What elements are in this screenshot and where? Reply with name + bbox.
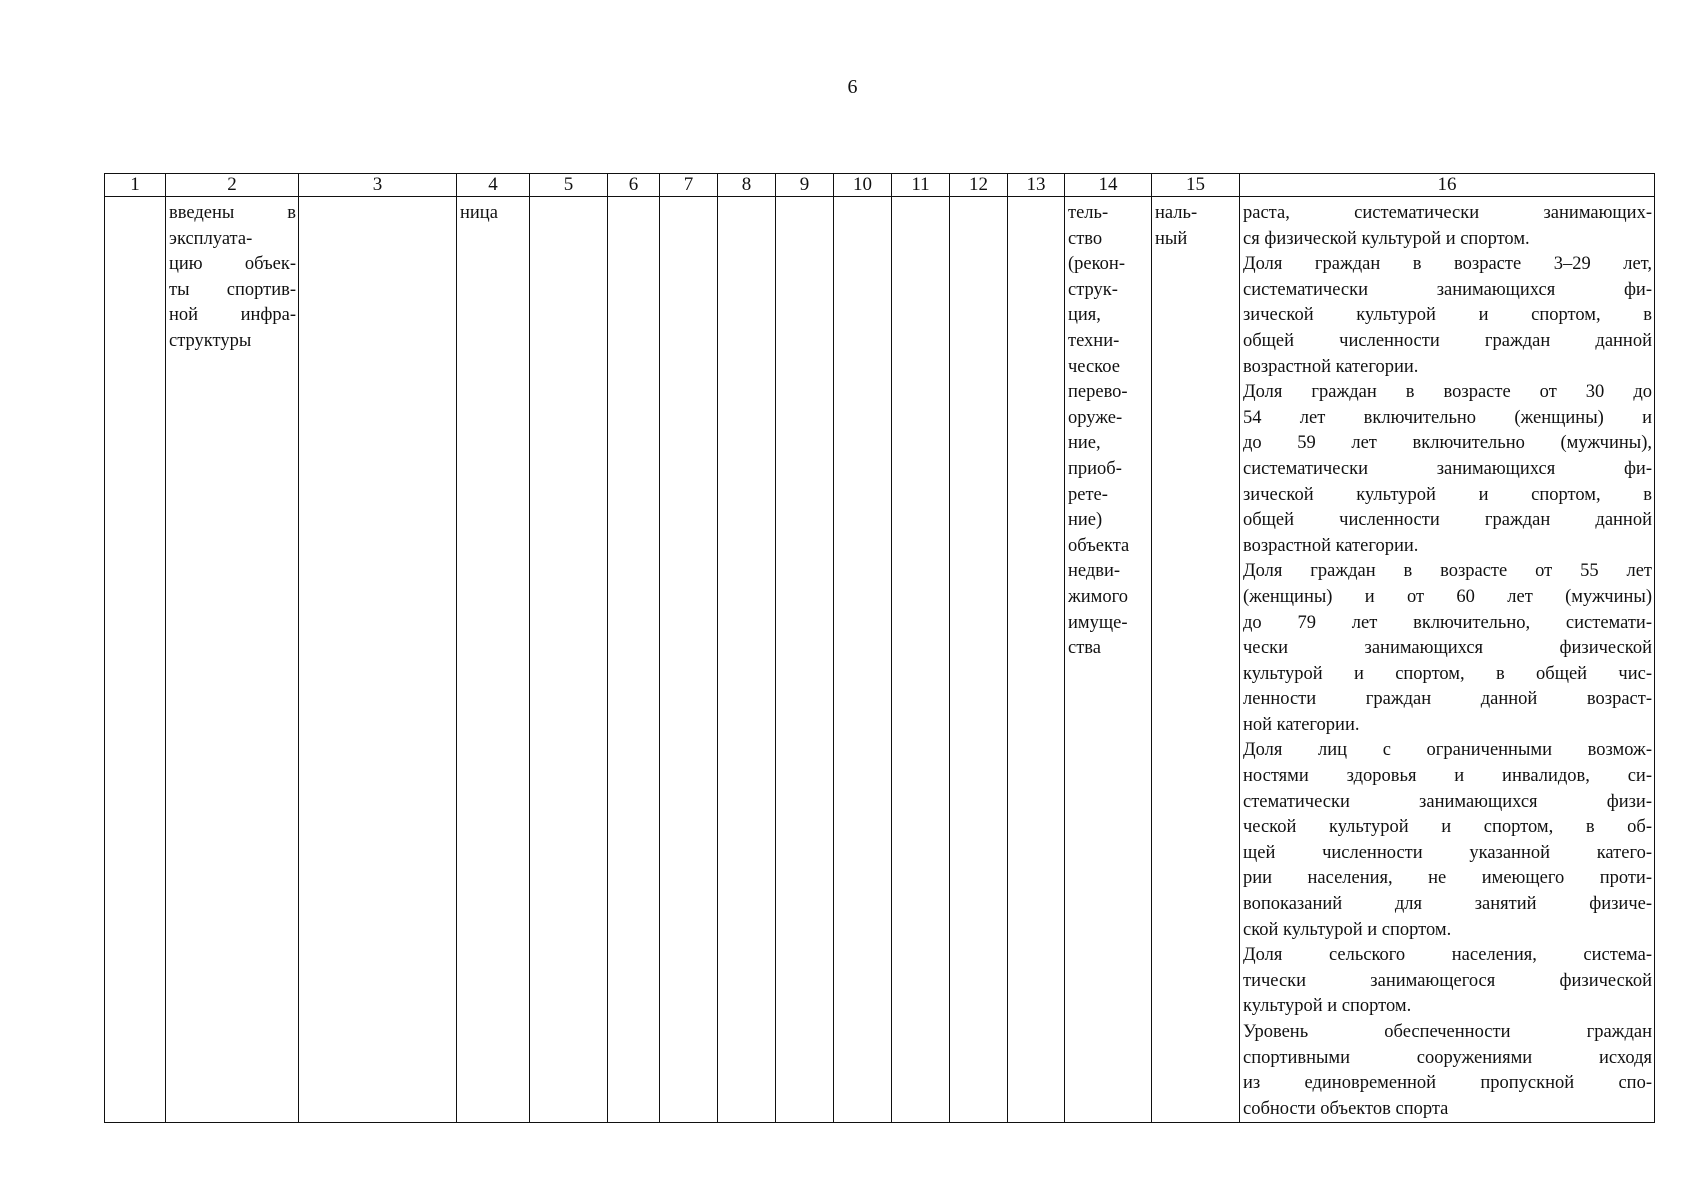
header-row — [105, 174, 1655, 197]
cell-col-15 — [1152, 197, 1240, 1123]
col16-line: Уровень обеспеченности граждан — [1243, 1022, 1652, 1042]
header-cell-11: 11 — [892, 174, 950, 197]
col16-line: стематически занимающихся физи- — [1243, 791, 1652, 812]
col2-line: цию объек- — [169, 254, 296, 275]
col14-line: ние, — [1068, 433, 1101, 454]
col14-line: ретe- — [1068, 484, 1108, 505]
col16-line: из единовременной пропускной спо- — [1243, 1073, 1652, 1094]
col14-line: имуще- — [1068, 612, 1128, 633]
col16-line: возрастной категории. — [1243, 535, 1419, 556]
cell-col-14 — [1065, 197, 1152, 1123]
cell-col-13 — [1008, 197, 1065, 1123]
col2-line: эксплуата- — [169, 228, 253, 249]
col16-line: Доля лиц с ограниченными возмож- — [1243, 740, 1652, 761]
col14-line: ства — [1068, 638, 1101, 659]
header-cell-6: 6 — [608, 174, 660, 197]
header-cell-15: 15 — [1152, 174, 1240, 197]
col16-line: Доля граждан в возрасте 3–29 лет, — [1243, 254, 1652, 275]
col16-line: чески занимающихся физической — [1243, 638, 1652, 659]
cell-col-4: ница — [457, 197, 530, 1123]
col16-line: до 59 лет включительно (мужчины), — [1243, 433, 1652, 454]
header-cell-5: 5 — [530, 174, 608, 197]
col14-line: струк- — [1068, 279, 1118, 300]
header-cell-12: 12 — [950, 174, 1008, 197]
col16-line: зической культурой и спортом, в — [1243, 305, 1652, 326]
cell-col-16 — [1240, 197, 1655, 1123]
col16-line: Доля граждан в возрасте от 30 до — [1243, 382, 1652, 403]
col16-line: ностями здоровья и инвалидов, си- — [1243, 766, 1652, 787]
header-cell-2: 2 — [166, 174, 299, 197]
cell-col-6 — [608, 197, 660, 1123]
col15-line: ный — [1155, 228, 1188, 249]
col14-line: перево- — [1068, 382, 1128, 403]
header-cell-1: 1 — [105, 174, 166, 197]
col16-line: зической культурой и спортом, в — [1243, 484, 1652, 505]
col16-line: возрастной категории. — [1243, 356, 1419, 377]
header-cell-9: 9 — [776, 174, 834, 197]
cell-col-3 — [299, 197, 457, 1123]
page-number: 6 — [847, 76, 858, 98]
col16-line: щей численности указанной катего- — [1243, 842, 1652, 863]
col16-line: ческой культурой и спортом, в об- — [1243, 817, 1652, 838]
col14-line: приоб- — [1068, 458, 1122, 479]
cell-col-7 — [660, 197, 718, 1123]
cell-col-9 — [776, 197, 834, 1123]
header-cell-10: 10 — [834, 174, 892, 197]
col16-line: тически занимающегося физической — [1243, 970, 1652, 991]
col16-line: (женщины) и от 60 лет (мужчины) — [1243, 586, 1652, 607]
col2-line: ты спортив- — [169, 279, 296, 300]
cell-col-10 — [834, 197, 892, 1123]
cell-col-5 — [530, 197, 608, 1123]
col16-line: вопоказаний для занятий физиче- — [1243, 894, 1652, 915]
col16-line: собности объектов спорта — [1243, 1098, 1449, 1119]
header-cell-3: 3 — [299, 174, 457, 197]
col16-line: общей численности граждан данной — [1243, 330, 1652, 351]
col14-line: (рекон- — [1068, 254, 1125, 275]
header-cell-16: 16 — [1240, 174, 1655, 197]
col15-line: наль- — [1155, 203, 1198, 223]
program-table — [104, 173, 1655, 1123]
col16-line: ской культурой и спортом. — [1243, 919, 1452, 940]
col14-line: ция, — [1068, 305, 1101, 326]
cell-col-11 — [892, 197, 950, 1123]
col14-line: ние) — [1068, 510, 1103, 531]
cell-col-1 — [105, 197, 166, 1123]
header-cell-8: 8 — [718, 174, 776, 197]
cell-col-12 — [950, 197, 1008, 1123]
header-cell-7: 7 — [660, 174, 718, 197]
header-cell-4: 4 — [457, 174, 530, 197]
col16-line: культурой и спортом, в общей чис- — [1243, 663, 1652, 684]
col16-line: 54 лет включительно (женщины) и — [1243, 407, 1652, 428]
col16-line: ленности граждан данной возраст- — [1243, 689, 1652, 710]
col16-line: спортивными сооружениями исходя — [1243, 1047, 1652, 1068]
col16-line: ся физической культурой и спортом. — [1243, 228, 1530, 249]
col16-line: до 79 лет включительно, системати- — [1243, 612, 1652, 633]
col14-line: оруже- — [1068, 407, 1123, 428]
col2-line: ной инфра- — [169, 305, 296, 326]
col16-line: систематически занимающихся фи- — [1243, 279, 1652, 300]
col16-line: рии населения, не имеющего проти- — [1243, 868, 1652, 889]
col14-line: тель- — [1068, 203, 1109, 223]
col16-line: Доля граждан в возрасте от 55 лет — [1243, 561, 1652, 582]
col16-line: общей численности граждан данной — [1243, 510, 1652, 531]
table-row — [105, 197, 1655, 1123]
col16-line: культурой и спортом. — [1243, 996, 1412, 1017]
col16-line: Доля сельского населения, система- — [1243, 945, 1652, 966]
col14-line: ство — [1068, 228, 1103, 249]
col14-line: жимого — [1068, 586, 1129, 607]
header-cell-14: 14 — [1065, 174, 1152, 197]
col14-line: техни- — [1068, 330, 1120, 351]
col16-line: ной категории. — [1243, 714, 1360, 735]
col2-line: структуры — [169, 330, 252, 351]
cell-col-8 — [718, 197, 776, 1123]
col14-line: объекта — [1068, 535, 1130, 556]
col2-line: введены в — [169, 203, 296, 223]
cell-col-2 — [166, 197, 299, 1123]
col16-line: раста, систематически занимающих- — [1243, 203, 1652, 223]
col14-line: недви- — [1068, 561, 1121, 582]
col14-line: ческое — [1068, 356, 1120, 377]
col16-line: систематически занимающихся фи- — [1243, 458, 1652, 479]
header-cell-13: 13 — [1008, 174, 1065, 197]
